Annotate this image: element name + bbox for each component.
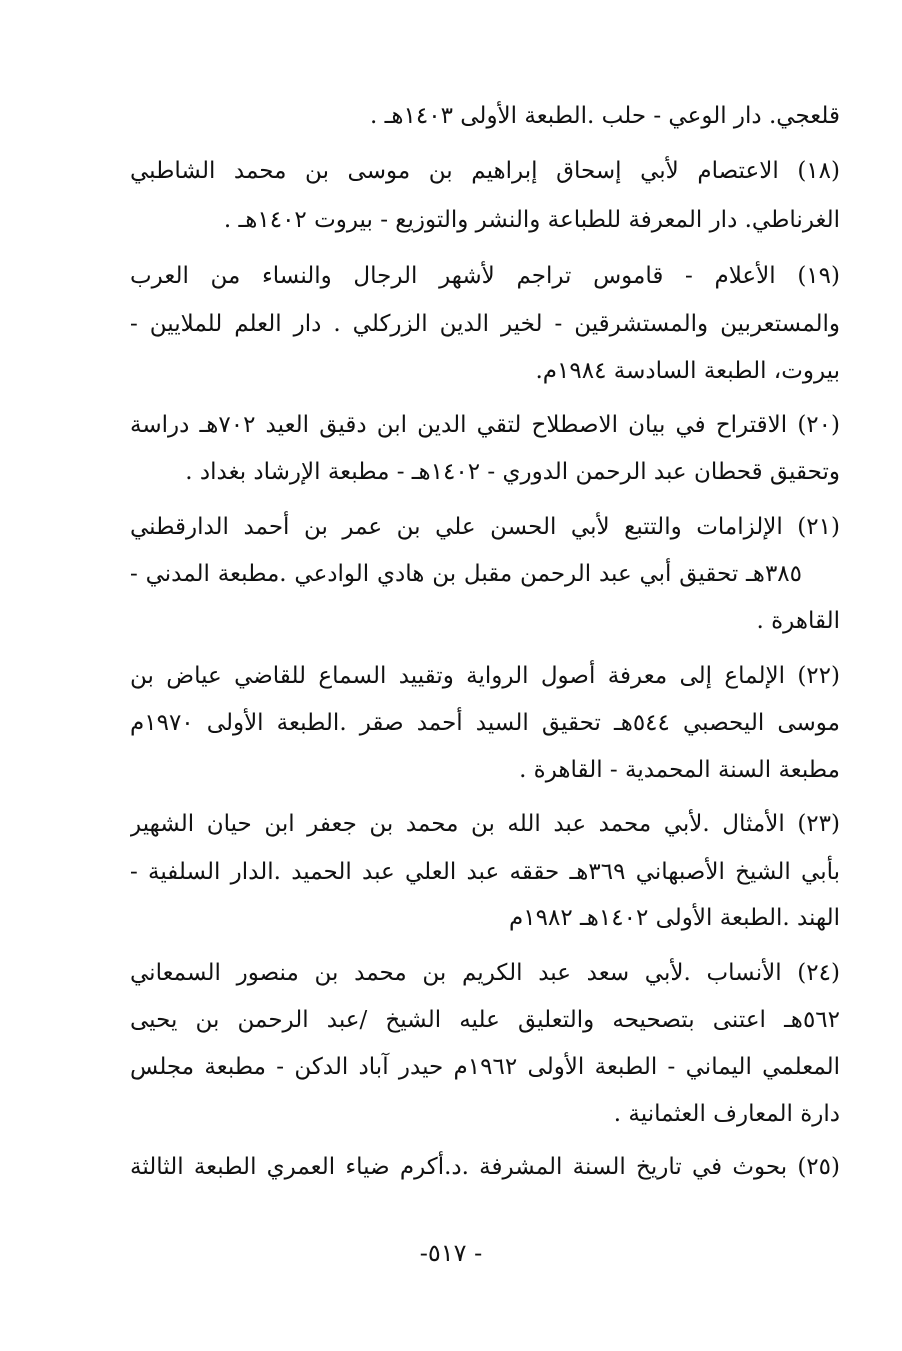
entry-17-line-1: قلعجي. دار الوعي - حلب .الطبعة الأولى ١٤٠٣هـ . — [370, 103, 840, 129]
entry-22-line-1: (٢٢) الإلماع إلى معرفة أصول الرواية وتقييد السماع للقاضي عياض بن — [130, 663, 840, 689]
entry-19-line-2: والمستعربين والمستشرقين - لخير الدين الزركلي . دار العلم للملايين - — [130, 311, 840, 337]
entry-25-line-1: (٢٥) بحوث في تاريخ السنة المشرفة .د.أكرم ضياء العمري الطبعة الثالثة — [130, 1154, 840, 1180]
entry-23-line-1: (٢٣) الأمثال .لأبي محمد عبد الله بن محمد بن جعفر ابن حيان الشهير — [130, 811, 840, 837]
entry-23-line-2: بأبي الشيخ الأصبهاني ٣٦٩هـ حققه عبد العلي عبد الحميد .الدار السلفية - — [130, 859, 840, 885]
page-number: - ٥١٧- — [419, 1239, 483, 1267]
entry-18-line-2: الغرناطي. دار المعرفة للطباعة والنشر والتوزيع - بيروت ١٤٠٢هـ . — [223, 207, 840, 233]
entry-19-line-1: (١٩) الأعلام - قاموس تراجم لأشهر الرجال والنساء من العرب — [130, 263, 840, 289]
entry-19-line-3: بيروت، الطبعة السادسة ١٩٨٤م. — [535, 358, 840, 384]
entry-24-line-1: (٢٤) الأنساب .لأبي سعد عبد الكريم بن محمد بن منصور السمعاني — [130, 960, 840, 986]
entry-21-line-2: ٣٨٥هـ تحقيق أبي عبد الرحمن مقبل بن هادي الوادعي .مطبعة المدني - — [130, 561, 802, 587]
entry-21-line-3: القاهرة . — [756, 608, 840, 634]
entry-18-line-1: (١٨) الاعتصام لأبي إسحاق إبراهيم بن موسى بن محمد الشاطبي — [130, 158, 840, 184]
entry-23-line-3: الهند .الطبعة الأولى ١٤٠٢هـ ١٩٨٢م — [509, 905, 840, 931]
entry-24-line-4: دارة المعارف العثمانية . — [613, 1101, 840, 1127]
entry-22-line-3: مطبعة السنة المحمدية - القاهرة . — [519, 757, 840, 783]
entry-22-line-2: موسى اليحصبي ٥٤٤هـ تحقيق السيد أحمد صقر .الطبعة الأولى ١٩٧٠م — [130, 710, 840, 736]
entry-21-line-1: (٢١) الإلزامات والتتبع لأبي الحسن علي بن عمر بن أحمد الدارقطني — [130, 514, 840, 540]
entry-24-line-3: المعلمي اليماني - الطبعة الأولى ١٩٦٢م حيدر آباد الدكن - مطبعة مجلس — [130, 1054, 840, 1080]
entry-20-line-2: وتحقيق قحطان عبد الرحمن الدوري - ١٤٠٢هـ - مطبعة الإرشاد بغداد . — [185, 459, 840, 485]
entry-24-line-2: ٥٦٢هـ اعتنى بتصحيحه والتعليق عليه الشيخ /عبد الرحمن بن يحيى — [130, 1007, 840, 1033]
entry-20-line-1: (٢٠) الاقتراح في بيان الاصطلاح لتقي الدين ابن دقيق العيد ٧٠٢هـ دراسة — [130, 412, 840, 438]
